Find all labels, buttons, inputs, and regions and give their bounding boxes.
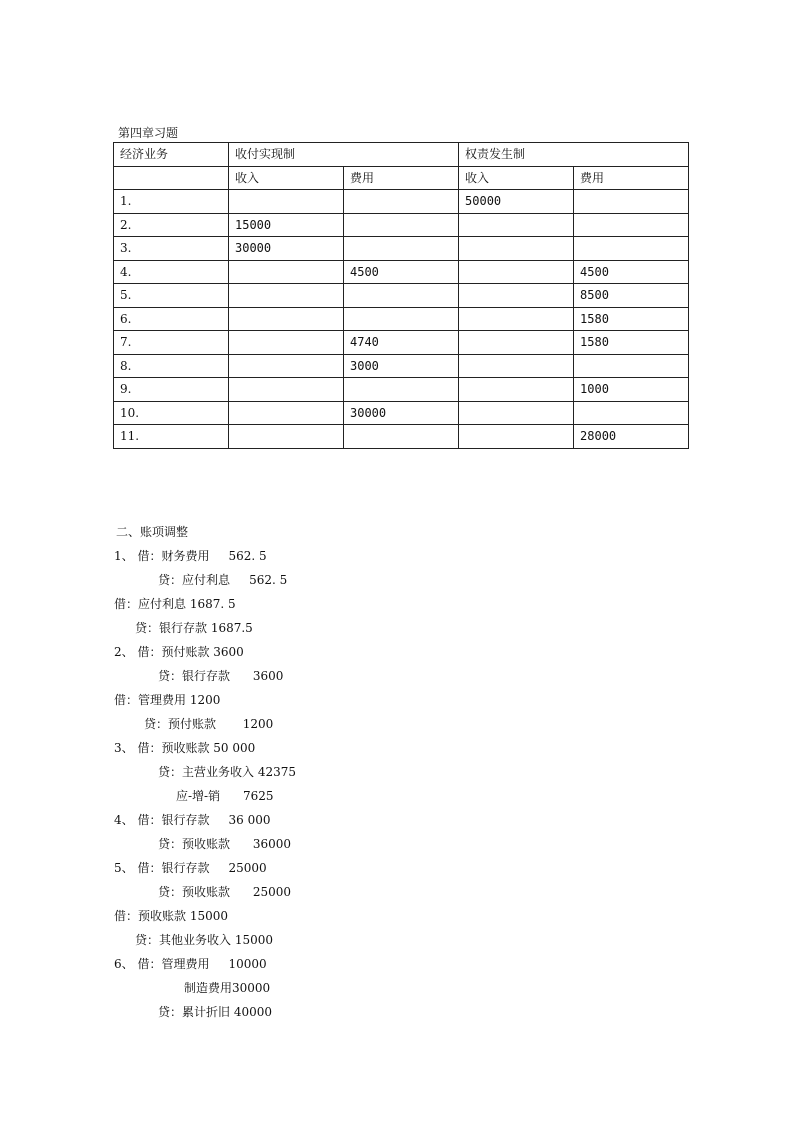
row-label-cell: 11. [114, 425, 229, 449]
row-label-cell: 2. [114, 213, 229, 237]
subheader-cash-expense: 费用 [344, 166, 459, 190]
table-cell [344, 307, 459, 331]
entry-line: 应-增-销 7625 [176, 789, 274, 803]
table-cell [344, 237, 459, 261]
table-row [114, 307, 689, 331]
row-label-cell: 5. [114, 284, 229, 308]
table-cell: 8500 [574, 284, 689, 308]
row-label-cell: 10. [114, 401, 229, 425]
entry-line: 贷：预付账款 1200 [144, 717, 274, 731]
table-cell: 3000 [344, 354, 459, 378]
entry-line: 贷：其他业务收入 15000 [135, 933, 273, 947]
table-cell [459, 378, 574, 402]
table-row [114, 260, 689, 284]
table-cell [229, 307, 344, 331]
table-cell: 15000 [229, 213, 344, 237]
table-cell [459, 213, 574, 237]
table-cell [574, 190, 689, 214]
table-row [114, 237, 689, 261]
table-row [114, 378, 689, 402]
header-accrual-basis: 权责发生制 [459, 143, 689, 167]
table-cell [344, 213, 459, 237]
table-cell: 28000 [574, 425, 689, 449]
entry-line: 2、 借：预付账款 3600 [114, 645, 244, 659]
entry-line: 借：管理费用 1200 [114, 693, 221, 707]
entry-line: 1、 借：财务费用 562. 5 [114, 549, 267, 563]
table-cell [344, 425, 459, 449]
table-cell [229, 331, 344, 355]
header-business: 经济业务 [114, 143, 229, 167]
table-row [114, 284, 689, 308]
table-cell: 4500 [574, 260, 689, 284]
table-cell [574, 354, 689, 378]
table-cell [229, 354, 344, 378]
table-cell [459, 354, 574, 378]
subheader-empty [114, 166, 229, 190]
table-cell: 4740 [344, 331, 459, 355]
table-cell [229, 401, 344, 425]
table-cell [459, 401, 574, 425]
table-row [114, 401, 689, 425]
table-cell [459, 260, 574, 284]
table-cell [459, 237, 574, 261]
row-label-cell: 7. [114, 331, 229, 355]
section-title: 二、账项调整 [116, 525, 189, 539]
table-cell [574, 401, 689, 425]
entry-line: 贷：应付利息 562. 5 [158, 573, 288, 587]
table-cell [459, 307, 574, 331]
entry-line: 5、 借：银行存款 25000 [114, 861, 267, 875]
entry-line: 贷：主营业务收入 42375 [158, 765, 296, 779]
accounting-table [113, 142, 689, 449]
entry-line: 6、 借：管理费用 10000 [114, 957, 267, 971]
row-label-cell: 9. [114, 378, 229, 402]
table-cell [229, 260, 344, 284]
entry-line: 贷：预收账款 25000 [158, 885, 292, 899]
row-label-cell: 8. [114, 354, 229, 378]
table-cell [574, 237, 689, 261]
row-label-cell: 6. [114, 307, 229, 331]
table-cell: 1580 [574, 331, 689, 355]
table-cell [229, 190, 344, 214]
subheader-cash-income: 收入 [229, 166, 344, 190]
table-cell [229, 378, 344, 402]
table-cell: 1000 [574, 378, 689, 402]
table-cell: 30000 [229, 237, 344, 261]
table-cell [229, 284, 344, 308]
entry-line: 贷：累计折旧 40000 [158, 1005, 272, 1019]
row-label-cell: 4. [114, 260, 229, 284]
header-cash-basis: 收付实现制 [229, 143, 459, 167]
entry-line: 借：应付利息 1687. 5 [114, 597, 236, 611]
table-cell: 30000 [344, 401, 459, 425]
table-cell [459, 425, 574, 449]
table-cell: 1580 [574, 307, 689, 331]
subheader-accrual-income: 收入 [459, 166, 574, 190]
table-cell [344, 284, 459, 308]
subheader-accrual-expense: 费用 [574, 166, 689, 190]
table-cell [229, 425, 344, 449]
table-cell: 4500 [344, 260, 459, 284]
entry-line: 贷：银行存款 3600 [158, 669, 284, 683]
row-label-cell: 3. [114, 237, 229, 261]
entry-line: 贷：银行存款 1687.5 [135, 621, 253, 635]
table-cell [344, 190, 459, 214]
table-row [114, 190, 689, 214]
row-label-cell: 1. [114, 190, 229, 214]
table-subheader-row [114, 166, 689, 190]
entry-line: 制造费用30000 [184, 981, 271, 995]
table-cell [459, 331, 574, 355]
table-cell [459, 284, 574, 308]
table-row [114, 425, 689, 449]
table-row [114, 331, 689, 355]
entry-line: 贷：预收账款 36000 [158, 837, 292, 851]
table-row [114, 213, 689, 237]
entry-line: 3、 借：预收账款 50 000 [114, 741, 256, 755]
table-header-row [114, 143, 689, 167]
entry-line: 4、 借：银行存款 36 000 [114, 813, 271, 827]
entry-line: 借：预收账款 15000 [114, 909, 228, 923]
table-cell [344, 378, 459, 402]
table-cell: 50000 [459, 190, 574, 214]
table-row [114, 354, 689, 378]
page-title: 第四章习题 [118, 126, 179, 140]
table-cell [574, 213, 689, 237]
